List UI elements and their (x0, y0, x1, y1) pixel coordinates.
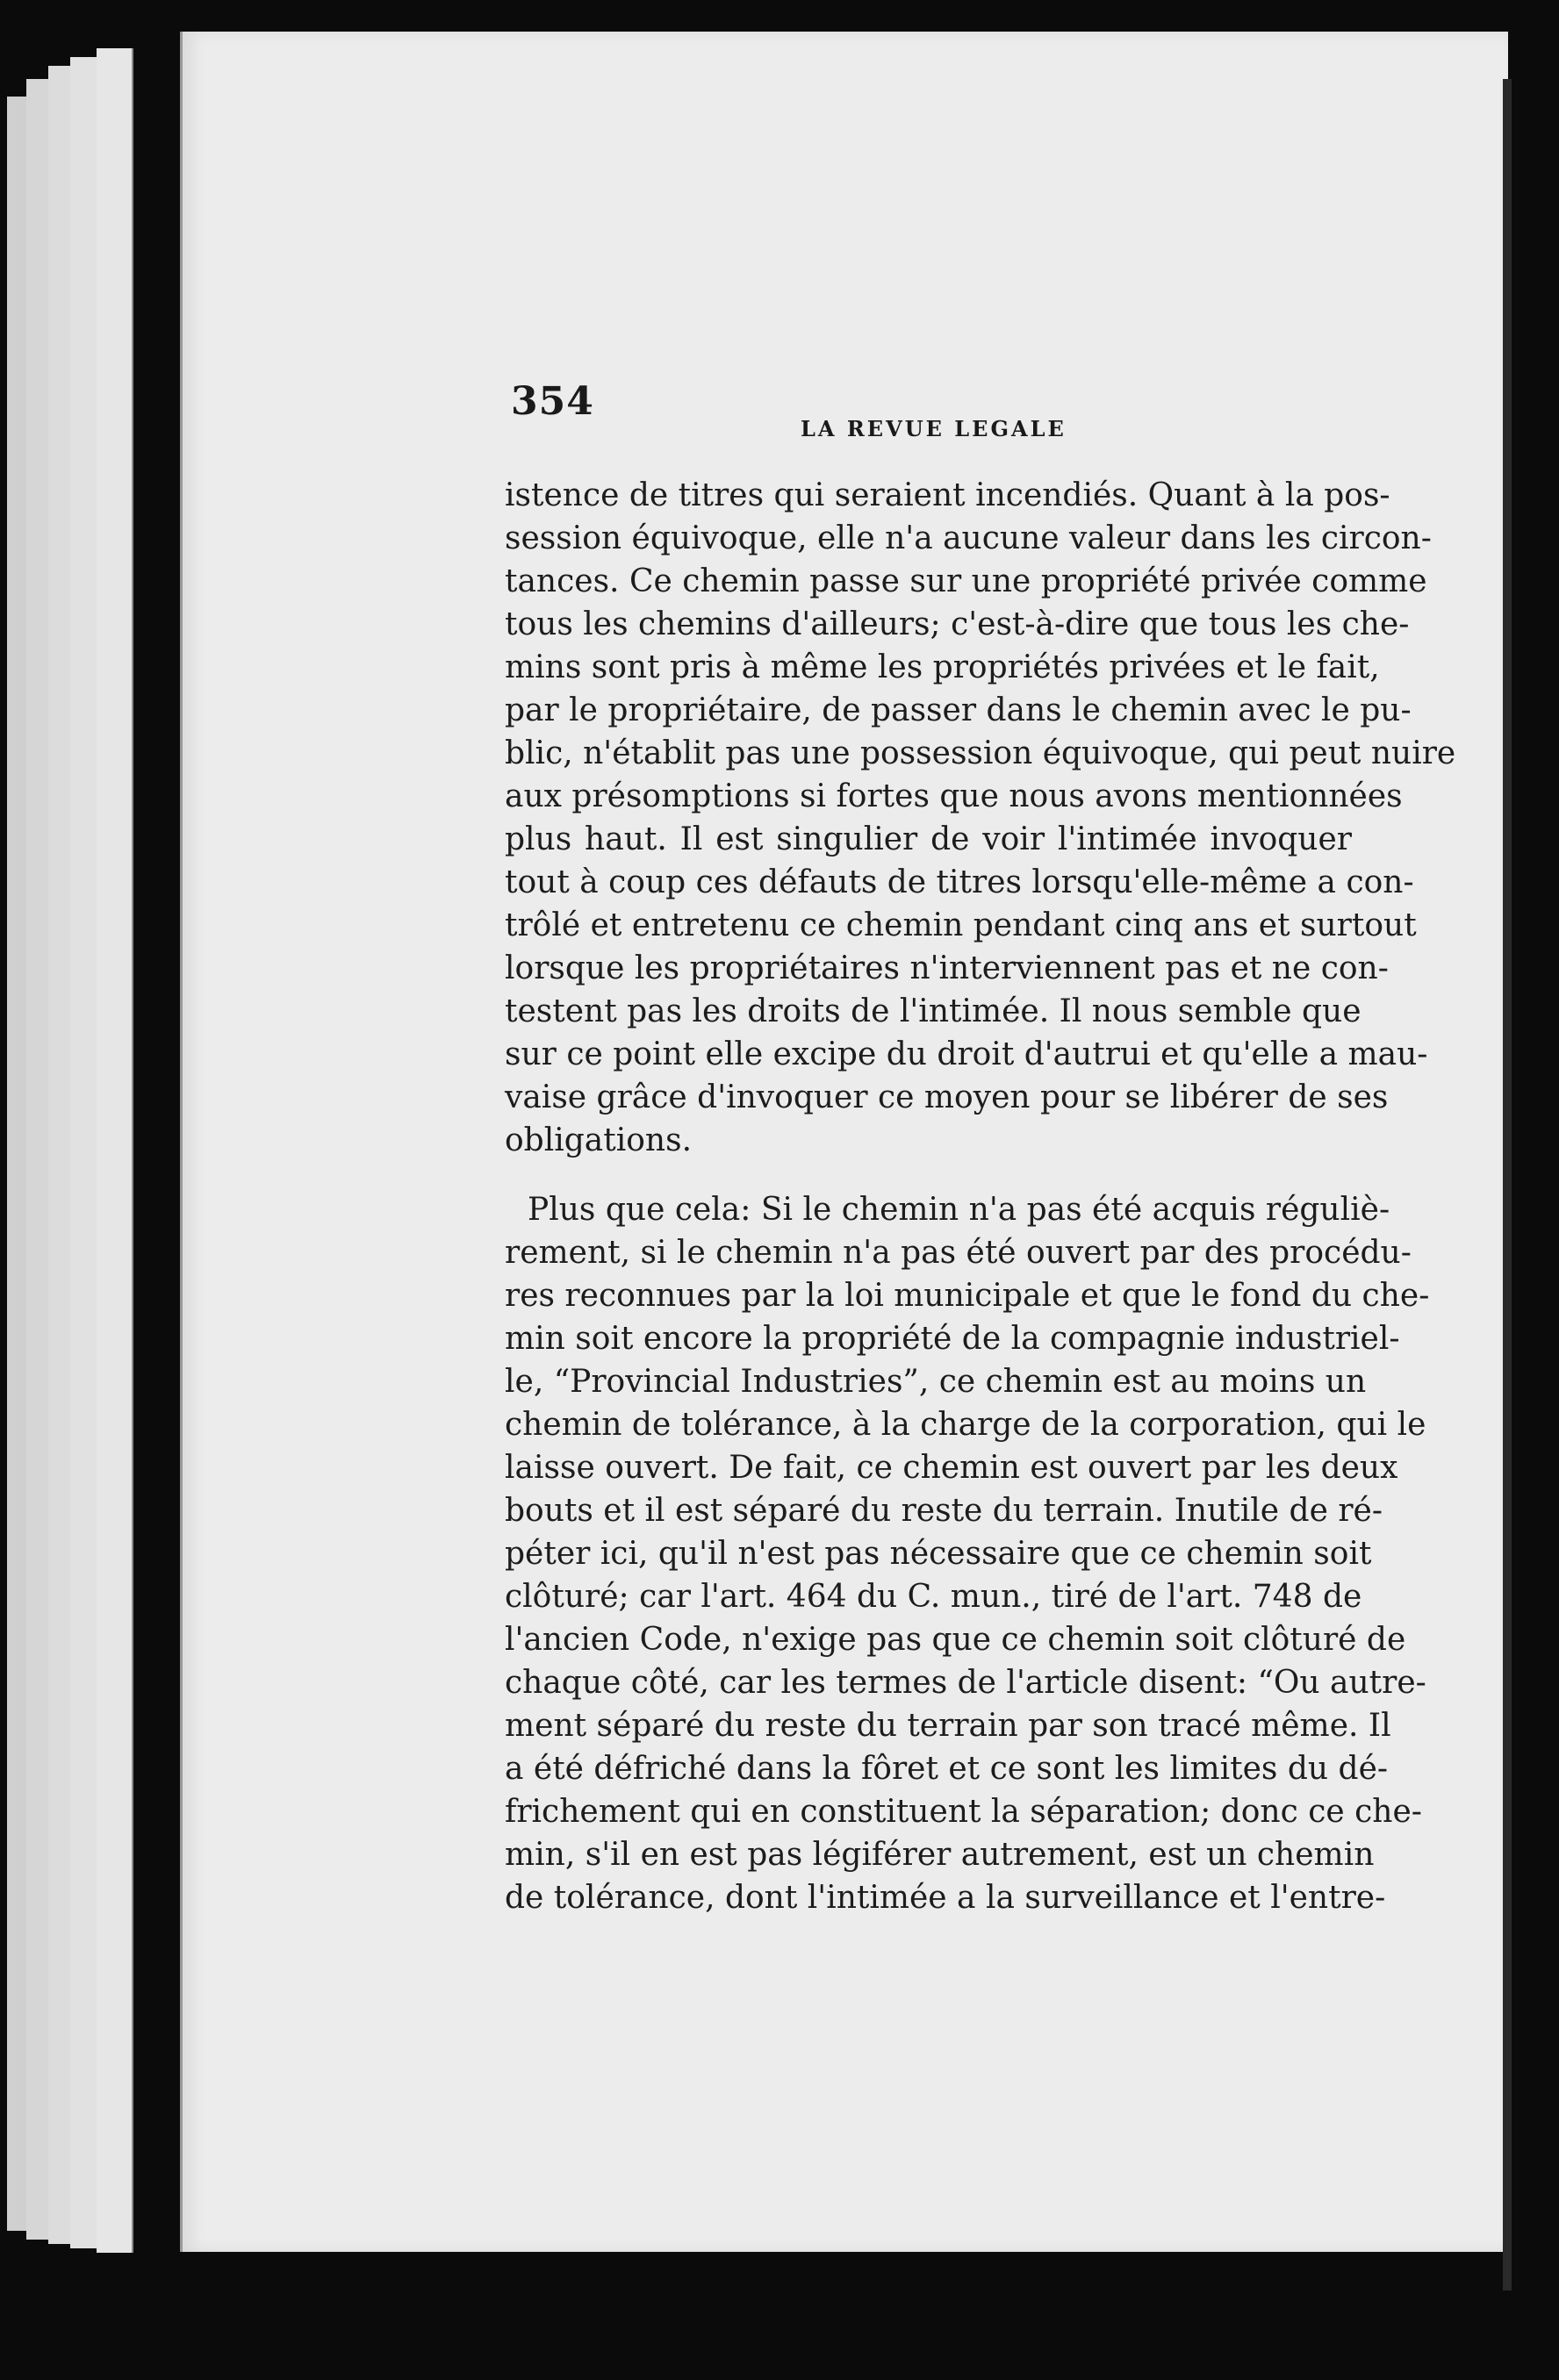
text-line: péter ici, qu'il n'est pas nécessaire que ce chemin soit (505, 1536, 1372, 1572)
page-edges (97, 48, 133, 2253)
page-header (511, 379, 1336, 441)
paragraph-gap (505, 1162, 1352, 1188)
text-line: de tolérance, dont l'intimée a la surveillance et l'entre- (505, 1880, 1386, 1916)
text-line: res reconnues par la loi municipale et que le fond du che- (505, 1278, 1430, 1314)
text-line: plus haut. Il est singulier de voir l'intimée invoquer (505, 821, 1352, 857)
text-line: istence de titres qui seraient incendiés. Quant à la pos- (505, 477, 1390, 513)
text-line: tances. Ce chemin passe sur une propriété privée comme (505, 563, 1427, 599)
paragraph (505, 474, 1456, 1162)
text-line: Plus que cela: Si le chemin n'a pas été acquis réguliè- (528, 1192, 1390, 1228)
text-line: sur ce point elle excipe du droit d'autrui et qu'elle a mau- (505, 1036, 1428, 1072)
text-line: min, s'il en est pas légiférer autrement, est un chemin (505, 1837, 1375, 1873)
text-line: min soit encore la propriété de la compagnie industriel- (505, 1321, 1400, 1357)
text-line: blic, n'établit pas une possession équivoque, qui peut nuire (505, 735, 1456, 771)
text-line: trôlé et entretenu ce chemin pendant cinq ans et surtout (505, 907, 1417, 943)
text-line: clôturé; car l'art. 464 du C. mun., tiré de l'art. 748 de (505, 1579, 1362, 1615)
text-line: le, “Provincial Industries”, ce chemin est au moins un (505, 1364, 1367, 1400)
text-line: vaise grâce d'invoquer ce moyen pour se libérer de ses (505, 1079, 1389, 1115)
running-title: LA REVUE LEGALE (801, 416, 1067, 441)
text-line: tous les chemins d'ailleurs; c'est-à-dire que tous les che- (505, 606, 1410, 642)
text-line: testent pas les droits de l'intimée. Il nous semble que (505, 993, 1361, 1029)
text-line: l'ancien Code, n'exige pas que ce chemin soit clôturé de (505, 1622, 1406, 1658)
text-line: par le propriétaire, de passer dans le chemin avec le pu- (505, 692, 1412, 728)
text-line: aux présomptions si fortes que nous avons mentionnées (505, 778, 1403, 814)
text-line: a été défriché dans la fôret et ce sont les limites du dé- (505, 1751, 1389, 1787)
page-number: 354 (511, 379, 594, 424)
text-line: session équivoque, elle n'a aucune valeur dans les circon- (505, 520, 1432, 556)
text-line: rement, si le chemin n'a pas été ouvert par des procédu- (505, 1235, 1412, 1271)
text-line: laisse ouvert. De fait, ce chemin est ouvert par les deux (505, 1450, 1398, 1486)
facing-page-edge (1503, 79, 1512, 2290)
text-line: mins sont pris à même les propriétés privées et le fait, (505, 649, 1380, 685)
text-line: chemin de tolérance, à la charge de la corporation, qui le (505, 1407, 1426, 1443)
text-line: chaque côté, car les termes de l'article disent: “Ou autre- (505, 1665, 1426, 1701)
text-line: lorsque les propriétaires n'interviennent pas et ne con- (505, 950, 1389, 986)
text-line: bouts et il est séparé du reste du terrain. Inutile de ré- (505, 1493, 1383, 1529)
text-line: frichement qui en constituent la séparation; donc ce che- (505, 1794, 1422, 1830)
text-line: obligations. (505, 1122, 693, 1158)
body-text (505, 474, 1456, 1919)
text-line: tout à coup ces défauts de titres lorsqu'elle-même a con- (505, 864, 1414, 900)
paragraph (505, 1188, 1430, 1919)
text-line: ment séparé du reste du terrain par son tracé même. Il (505, 1708, 1391, 1744)
